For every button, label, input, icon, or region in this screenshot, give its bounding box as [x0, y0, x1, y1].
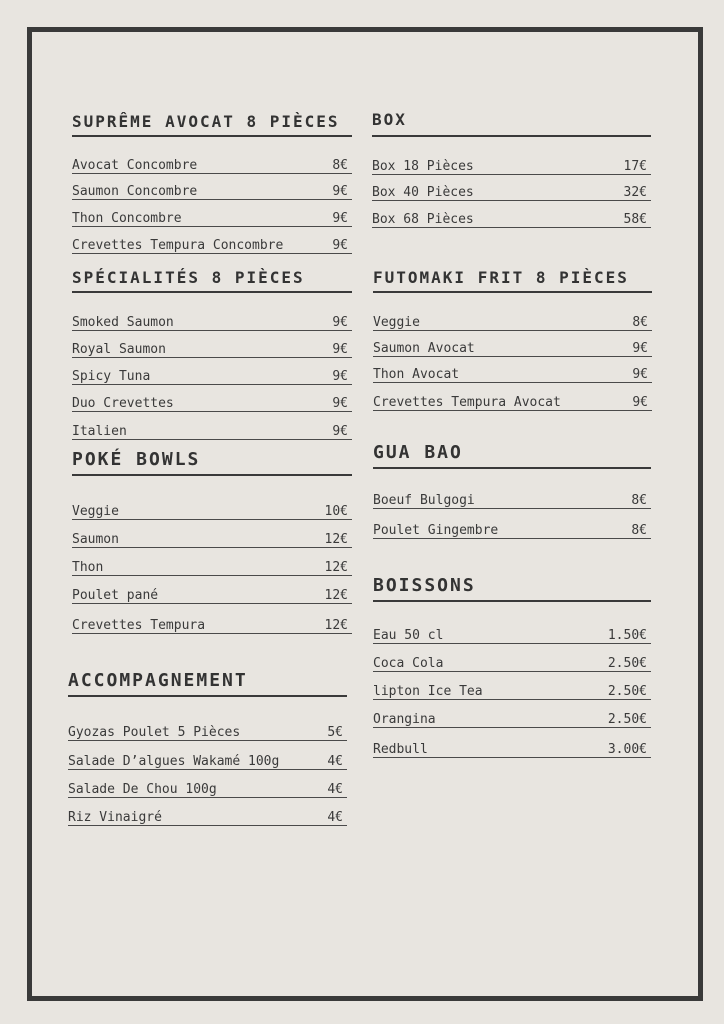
item-name: Coca Cola [373, 656, 444, 671]
item-name: Boeuf Bulgogi [373, 493, 475, 508]
item-price: 9€ [632, 395, 648, 410]
item-price: 9€ [332, 424, 348, 439]
item-price: 12€ [324, 588, 348, 603]
item-name: Thon Avocat [373, 367, 460, 382]
menu-item [72, 412, 352, 440]
item-price: 5€ [327, 725, 343, 740]
item-name: Saumon [72, 532, 119, 547]
section-supreme [72, 112, 352, 254]
item-name: lipton Ice Tea [373, 684, 483, 699]
menu-item [68, 741, 347, 770]
section-title: SUPRÊME AVOCAT 8 PIÈCES [72, 112, 352, 137]
item-name: Redbull [373, 742, 428, 757]
item-list [373, 305, 652, 411]
section-specialites [72, 268, 352, 440]
item-name: Royal Saumon [72, 342, 166, 357]
menu-item [373, 383, 652, 411]
section-accompagnement [68, 670, 347, 826]
item-name: Riz Vinaigré [68, 810, 162, 825]
item-name: Poulet pané [72, 588, 159, 603]
item-list [372, 149, 651, 228]
section-guabao [373, 442, 651, 539]
item-name: Smoked Saumon [72, 315, 174, 330]
item-price: 58€ [623, 212, 647, 227]
menu-item [373, 644, 651, 672]
item-name: Gyozas Poulet 5 Pièces [68, 725, 241, 740]
menu-item [72, 358, 352, 385]
item-price: 4€ [327, 810, 343, 825]
item-price: 9€ [332, 238, 348, 253]
menu-item [72, 174, 352, 200]
item-price: 32€ [623, 185, 647, 200]
section-box [372, 110, 651, 228]
menu-item [72, 305, 352, 331]
item-name: Spicy Tuna [72, 369, 151, 384]
menu-item [373, 509, 651, 539]
item-price: 9€ [332, 184, 348, 199]
section-boissons [373, 575, 651, 758]
item-name: Salade D’algues Wakamé 100g [68, 754, 280, 769]
section-title: BOX [372, 110, 651, 137]
menu-item [72, 149, 352, 174]
menu-item [72, 331, 352, 358]
menu-item [72, 200, 352, 227]
item-name: Veggie [72, 504, 119, 519]
item-price: 8€ [632, 315, 648, 330]
item-price: 9€ [332, 342, 348, 357]
item-price: 10€ [324, 504, 348, 519]
item-price: 8€ [631, 523, 647, 538]
item-name: Saumon Concombre [72, 184, 198, 199]
section-title: ACCOMPAGNEMENT [68, 670, 347, 697]
menu-item [373, 331, 652, 357]
item-name: Eau 50 cl [373, 628, 444, 643]
item-list [72, 149, 352, 254]
item-price: 12€ [324, 618, 348, 633]
item-price: 12€ [324, 532, 348, 547]
item-list [373, 616, 651, 758]
menu-item [72, 227, 352, 254]
item-name: Crevettes Tempura Concombre [72, 238, 284, 253]
item-name: Crevettes Tempura Avocat [373, 395, 561, 410]
section-title: FUTOMAKI FRIT 8 PIÈCES [373, 268, 652, 293]
item-price: 12€ [324, 560, 348, 575]
item-name: Orangina [373, 712, 436, 727]
item-price: 3.00€ [607, 742, 647, 757]
item-price: 9€ [332, 315, 348, 330]
item-price: 8€ [332, 158, 348, 173]
item-name: Salade De Chou 100g [68, 782, 217, 797]
item-price: 2.50€ [607, 684, 647, 699]
section-futomaki [373, 268, 652, 411]
section-title: GUA BAO [373, 442, 651, 469]
menu-item [372, 201, 651, 228]
item-list [72, 305, 352, 440]
item-price: 9€ [332, 396, 348, 411]
menu-item [373, 616, 651, 644]
menu-item [372, 149, 651, 175]
item-price: 8€ [631, 493, 647, 508]
menu-item [68, 798, 347, 826]
menu-item [72, 520, 352, 548]
item-price: 17€ [623, 159, 647, 174]
item-price: 2.50€ [607, 656, 647, 671]
item-name: Box 40 Pièces [372, 185, 474, 200]
item-price: 9€ [332, 369, 348, 384]
item-name: Box 18 Pièces [372, 159, 474, 174]
item-list [68, 713, 347, 826]
item-price: 9€ [632, 367, 648, 382]
item-name: Duo Crevettes [72, 396, 174, 411]
menu-item [68, 713, 347, 741]
item-name: Box 68 Pièces [372, 212, 474, 227]
item-price: 4€ [327, 782, 343, 797]
menu-item [72, 548, 352, 576]
item-price: 9€ [632, 341, 648, 356]
item-name: Saumon Avocat [373, 341, 475, 356]
menu-item [373, 483, 651, 509]
menu-item [372, 175, 651, 201]
section-title: BOISSONS [373, 575, 651, 602]
item-list [373, 483, 651, 539]
item-price: 1.50€ [607, 628, 647, 643]
menu-item [72, 385, 352, 412]
item-name: Crevettes Tempura [72, 618, 206, 633]
section-title: POKÉ BOWLS [72, 449, 352, 476]
item-price: 2.50€ [607, 712, 647, 727]
section-poke [72, 449, 352, 634]
item-name: Avocat Concombre [72, 158, 198, 173]
menu-item [373, 700, 651, 728]
menu-item [373, 672, 651, 700]
menu-item [373, 728, 651, 758]
item-name: Veggie [373, 315, 420, 330]
item-price: 4€ [327, 754, 343, 769]
item-price: 9€ [332, 211, 348, 226]
section-title: SPÉCIALITÉS 8 PIÈCES [72, 268, 352, 293]
item-list [72, 492, 352, 634]
item-name: Italien [72, 424, 127, 439]
item-name: Poulet Gingembre [373, 523, 499, 538]
item-name: Thon Concombre [72, 211, 182, 226]
menu-item [373, 357, 652, 383]
menu-item [373, 305, 652, 331]
menu-item [72, 604, 352, 634]
menu-item [72, 576, 352, 604]
menu-item [72, 492, 352, 520]
item-name: Thon [72, 560, 104, 575]
menu-item [68, 770, 347, 798]
